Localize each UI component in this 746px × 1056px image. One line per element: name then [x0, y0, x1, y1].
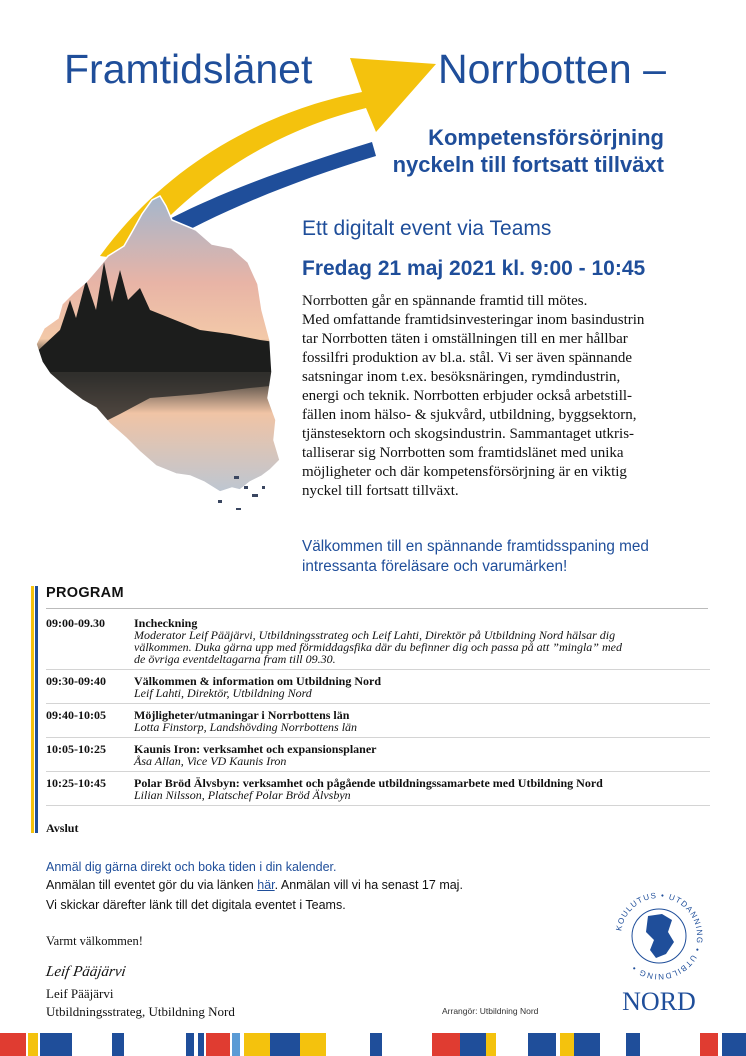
welcome-text: [302, 537, 714, 577]
program-title: Incheckning: [134, 616, 198, 630]
program-row: [46, 743, 710, 772]
registration-info: [46, 878, 463, 892]
program-row: [46, 777, 710, 806]
registration-cta: Anmäl dig gärna direkt och boka tiden i din kalender.: [46, 860, 337, 874]
registration-link[interactable]: här: [257, 878, 275, 892]
intro-line: fossilfri produktion av bl.a. stål. Vi ser även spännande: [302, 350, 632, 366]
program-time: 09:30-09:40: [46, 674, 106, 688]
registration-text: Anmälan till eventet gör du via länken: [46, 878, 258, 892]
program-desc: Åsa Allan, Vice VD Kaunis Iron: [134, 754, 287, 768]
program-row: [46, 675, 710, 704]
intro-line: nyckel till fortsatt tillväxt.: [302, 483, 459, 499]
program-row: [46, 617, 710, 670]
signature: Leif Pääjärvi: [44, 964, 127, 980]
title-right: Norrbotten –: [438, 46, 666, 92]
program-desc: Moderator Leif Pääjärvi, Utbildningsstrateg och Leif Lahti, Direktör på Utbildning Nord hälsar dig: [134, 628, 616, 642]
logo-ring-text: KOULUTUS • UTDANNING • UTBILDNING •: [614, 890, 705, 982]
registration-followup: Vi skickar därefter länk till det digitala eventet i Teams.: [46, 898, 346, 912]
greeting: Varmt välkommen!: [46, 934, 143, 948]
program-accent-blue: [35, 586, 38, 833]
intro-line: fällen inom hälso- & sjukvård, utbildning, byggsektorn,: [302, 407, 637, 423]
program-desc: Lilian Nilsson, Platschef Polar Bröd Älvsbyn: [134, 788, 351, 802]
program-divider: [46, 608, 708, 609]
program-desc: välkommen. Duka gärna upp med förmiddagsfika där du befinner dig och passa på att ”mingla” med: [134, 640, 622, 654]
utbildning-nord-logo: [606, 880, 712, 1020]
welcome-line1: Välkommen till en spännande framtidsspaning med: [302, 538, 649, 555]
subtitle-line2: nyckeln till fortsatt tillväxt: [392, 152, 664, 177]
program-time: 09:40-10:05: [46, 708, 106, 722]
subtitle-line1: Kompetensförsörjning: [428, 125, 664, 150]
event-date: Fredag 21 maj 2021 kl. 9:00 - 10:45: [302, 257, 646, 280]
program-accent-yellow: [31, 586, 34, 833]
program-title: Kaunis Iron: verksamhet och expansionsplaner: [134, 742, 377, 756]
signer-name: Leif Pääjärvi: [46, 986, 114, 1001]
intro-text: [302, 292, 714, 501]
intro-line: tar Norrbotten täten i omställningen till en mer hållbar: [302, 331, 628, 347]
program-title: Polar Bröd Älvsbyn: verksamhet och pågående utbildningssamarbete med Utbildning Nord: [134, 776, 603, 790]
intro-line: Norrbotten går en spännande framtid till mötes.: [302, 293, 588, 309]
program-heading: PROGRAM: [46, 585, 124, 601]
program-row: [46, 709, 710, 738]
welcome-line2: intressanta föreläsare och varumärken!: [302, 558, 568, 575]
logo-wordmark: NORD: [622, 987, 696, 1016]
event-type: Ett digitalt event via Teams: [302, 217, 552, 240]
program-end: Avslut: [46, 821, 79, 835]
program-time: 09:00-09.30: [46, 616, 105, 630]
program-time: 10:25-10:45: [46, 776, 106, 790]
footer-color-band: [0, 1033, 746, 1056]
intro-line: talliserar sig Norrbotten som framtidslänet med unika: [302, 445, 624, 461]
title-left: Framtidslänet: [64, 46, 313, 92]
intro-line: Med omfattande framtidsinvesteringar inom basindustrin: [302, 312, 645, 328]
registration-deadline: . Anmälan vill vi ha senast 17 maj.: [274, 878, 463, 892]
signer-role: Utbildningsstrateg, Utbildning Nord: [46, 1004, 235, 1019]
intro-line: energi och teknik. Norrbotten erbjuder också arbetstill-: [302, 388, 633, 404]
program-desc: de övriga eventdeltagarna fram till 09.30.: [134, 652, 336, 666]
intro-line: tjänstesektorn och skogsindustrin. Sammantaget utkris-: [302, 426, 635, 442]
program-title: Möjligheter/utmaningar i Norrbottens län: [134, 708, 350, 722]
program-title: Välkommen & information om Utbildning Nord: [134, 674, 382, 688]
organizer: Arrangör: Utbildning Nord: [442, 1006, 539, 1016]
program-list: [46, 617, 710, 811]
intro-line: satsningar inom t.ex. besöksnäringen, rymdindustrin,: [302, 369, 621, 385]
program-desc: Lotta Finstorp, Landshövding Norrbottens län: [134, 720, 358, 734]
subtitle: [330, 124, 664, 178]
program-time: 10:05-10:25: [46, 742, 106, 756]
program-desc: Leif Lahti, Direktör, Utbildning Nord: [134, 686, 312, 700]
intro-line: möjligheter och där kompetensförsörjning är en viktig: [302, 464, 627, 480]
